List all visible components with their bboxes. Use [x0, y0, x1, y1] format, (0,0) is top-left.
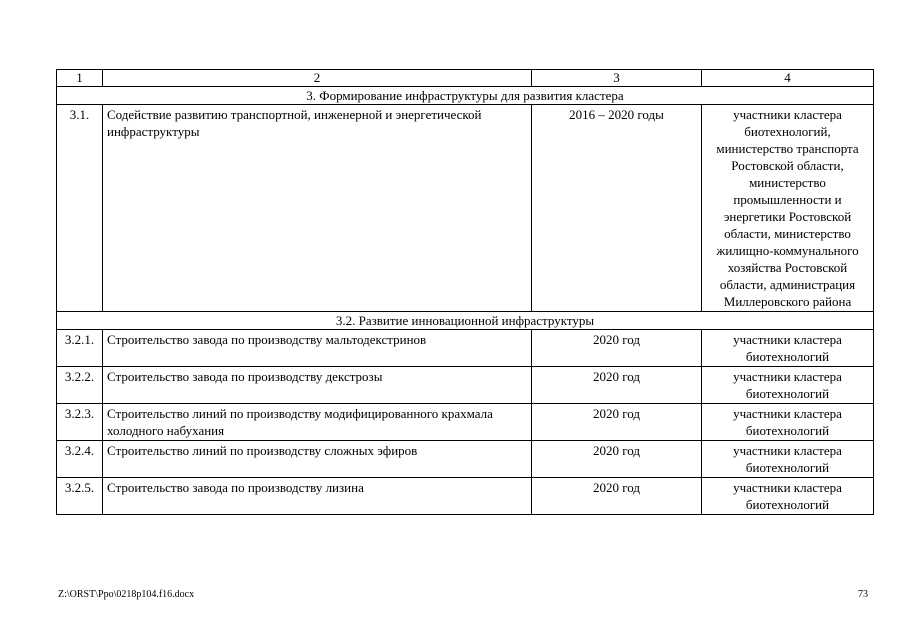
row-executors: участники кластера биотехнологий [702, 441, 874, 478]
section-title: 3. Формирование инфраструктуры для развития кластера [57, 87, 874, 105]
section-title: 3.2. Развитие инновационной инфраструктуры [57, 312, 874, 330]
header-cell-4: 4 [702, 70, 874, 87]
row-period: 2016 – 2020 годы [532, 105, 702, 312]
plan-table [56, 69, 874, 515]
row-executors: участники кластера биотехнологий [702, 367, 874, 404]
header-cell-3: 3 [532, 70, 702, 87]
row-period: 2020 год [532, 367, 702, 404]
row-period: 2020 год [532, 330, 702, 367]
table-row [57, 478, 874, 515]
row-period: 2020 год [532, 478, 702, 515]
row-number: 3.2.3. [57, 404, 103, 441]
row-executors: участники кластера биотехнологий [702, 478, 874, 515]
row-activity: Строительство завода по производству лизина [103, 478, 532, 515]
table-row [57, 367, 874, 404]
row-activity: Строительство завода по производству декстрозы [103, 367, 532, 404]
table-row [57, 105, 874, 312]
header-cell-1: 1 [57, 70, 103, 87]
row-activity: Содействие развитию транспортной, инженерной и энергетической инфраструктуры [103, 105, 532, 312]
table-row [57, 441, 874, 478]
row-number: 3.2.2. [57, 367, 103, 404]
section-row-3-2 [57, 312, 874, 330]
row-activity: Строительство линий по производству сложных эфиров [103, 441, 532, 478]
row-number: 3.2.4. [57, 441, 103, 478]
row-period: 2020 год [532, 441, 702, 478]
table-row [57, 404, 874, 441]
header-cell-2: 2 [103, 70, 532, 87]
table-row [57, 330, 874, 367]
row-activity: Строительство линий по производству модифицированного крахмала холодного набухания [103, 404, 532, 441]
page-number: 73 [858, 589, 868, 600]
row-executors: участники кластера биотехнологий [702, 404, 874, 441]
row-activity: Строительство завода по производству мальтодекстринов [103, 330, 532, 367]
row-executors: участники кластера биотехнологий [702, 330, 874, 367]
row-executors: участники кластера биотехнологий, министерство транспорта Ростовской области, министерство промышленности и энергетики Ростовской области, министерство жилищно-коммунального хозяйства Ростовской области, администрация Миллеровского района [702, 105, 874, 312]
row-number: 3.2.5. [57, 478, 103, 515]
header-row [57, 70, 874, 87]
row-number: 3.1. [57, 105, 103, 312]
footer-file-path: Z:\ORST\Ppo\0218p104.f16.docx [58, 589, 195, 600]
row-number: 3.2.1. [57, 330, 103, 367]
section-row-3 [57, 87, 874, 105]
row-period: 2020 год [532, 404, 702, 441]
